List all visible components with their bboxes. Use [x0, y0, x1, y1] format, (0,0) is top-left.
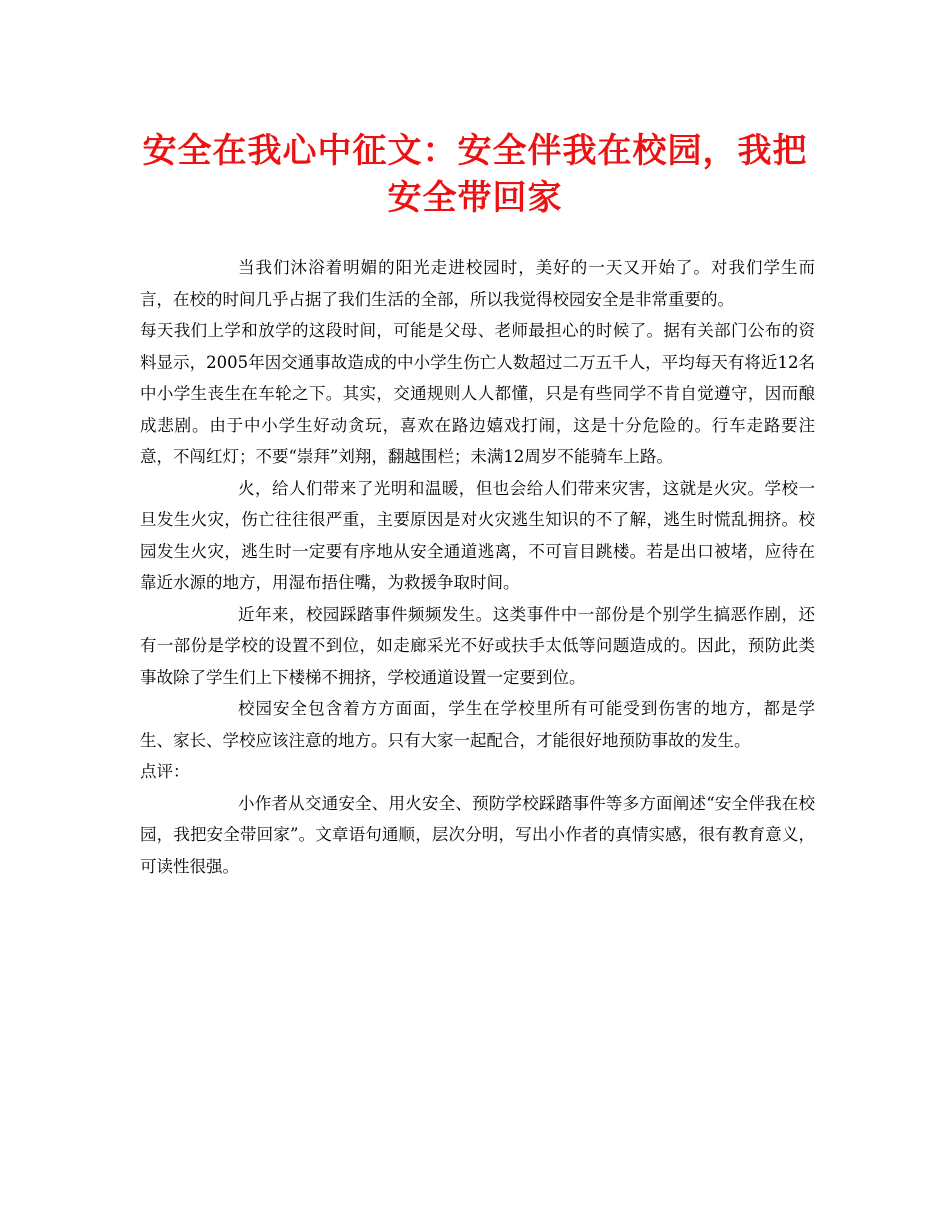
paragraph-summary: 校园安全包含着方方面面，学生在学校里所有可能受到伤害的地方，都是学生、家长、学校应该注意的地方。只有大家一起配合，才能很好地预防事故的发生。 [140, 699, 815, 750]
document-body [140, 252, 815, 882]
comment-label: 点评： [140, 762, 190, 781]
paragraph-intro: 当我们沐浴着明媚的阳光走进校园时，美好的一天又开始了。对我们学生而言，在校的时间几乎占据了我们生活的全部，所以我觉得校园安全是非常重要的。 [140, 258, 815, 309]
paragraph-traffic: 每天我们上学和放学的这段时间，可能是父母、老师最担心的时候了。据有关部门公布的资料显示，2005年因交通事故造成的中小学生伤亡人数超过二万五千人，平均每天有将近12名中小学生丧生在车轮之下。其实，交通规则人人都懂，只是有些同学不肯自觉遵守，因而酿成悲剧。由于中小学生好动贪玩，喜欢在路边嬉戏打闹，这是十分危险的。行车走路要注意，不闯红灯；不要“崇拜”刘翔，翻越围栏；未满12周岁不能骑车上路。 [140, 321, 815, 466]
paragraph-stampede: 近年来，校园踩踏事件频频发生。这类事件中一部份是个别学生搞恶作剧，还有一部份是学校的设置不到位，如走廊采光不好或扶手太低等问题造成的。因此，预防此类事故除了学生们上下楼梯不拥挤，学校通道设置一定要到位。 [140, 604, 815, 687]
paragraph-comment: 小作者从交通安全、用火安全、预防学校踩踏事件等多方面阐述“安全伴我在校园，我把安全带回家”。文章语句通顺，层次分明，写出小作者的真情实感，很有教育意义，可读性很强。 [140, 793, 815, 876]
document-title [120, 128, 830, 222]
title-line-2: 安全带回家 [387, 178, 563, 218]
title-line-1: 安全在我心中征文：安全伴我在校园，我把 [142, 131, 808, 171]
paragraph-fire: 火，给人们带来了光明和温暖，但也会给人们带来灾害，这就是火灾。学校一旦发生火灾，伤亡往往很严重，主要原因是对火灾逃生知识的不了解，逃生时慌乱拥挤。校园发生火灾，逃生时一定要有序地从安全通道逃离，不可盲目跳楼。若是出口被堵，应待在靠近水源的地方，用湿布捂住嘴，为救援争取时间。 [140, 478, 815, 592]
